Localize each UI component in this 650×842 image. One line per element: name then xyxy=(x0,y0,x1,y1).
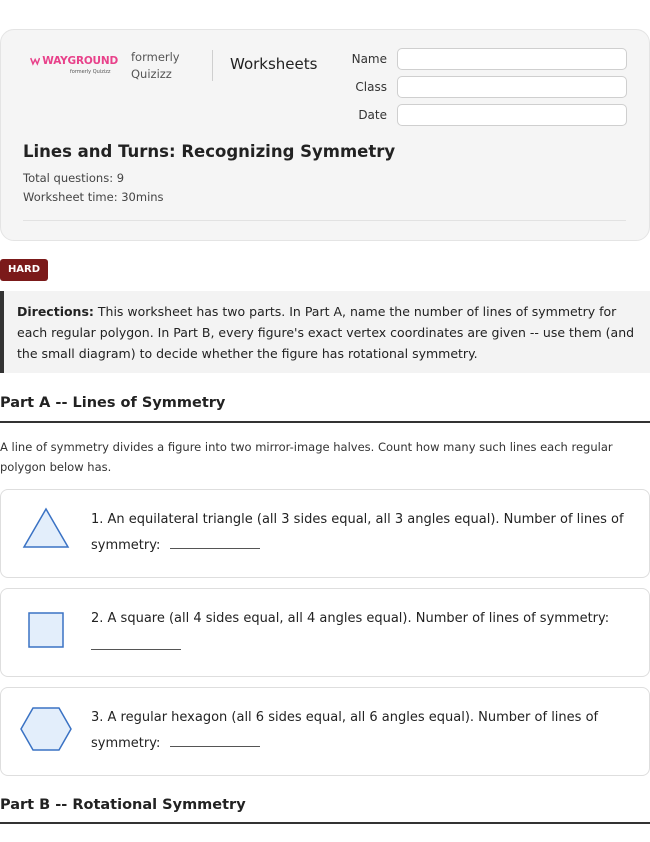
logo-subtext: formerly Quizizz xyxy=(70,69,111,75)
wayground-mark-icon xyxy=(30,56,40,66)
wayground-logo xyxy=(30,55,118,75)
name-label: Name xyxy=(351,52,387,66)
question-card-2 xyxy=(0,588,650,677)
worksheet-time: Worksheet time: 30mins xyxy=(23,190,164,204)
class-label: Class xyxy=(355,80,387,94)
question-1 xyxy=(91,507,631,559)
name-field[interactable] xyxy=(397,48,627,70)
date-label: Date xyxy=(358,108,387,122)
formerly-line-2: Quizizz xyxy=(131,67,172,81)
worksheet-title: Lines and Turns: Recognizing Symmetry xyxy=(23,142,396,161)
answer-blank-1[interactable] xyxy=(170,538,260,549)
total-questions: Total questions: 9 xyxy=(23,171,125,185)
square-icon xyxy=(27,611,65,649)
directions-text: This worksheet has two parts. In Part A, name the number of lines of symmetry for each regular polygon. In Part B, every figure's exact vertex coordinates are given -- use them (and the small diagram) to decide whether the figure has rotational symmetry. xyxy=(17,304,635,361)
question-2-text: 2. A square (all 4 sides equal, all 4 angles equal). Number of lines of symmetry: xyxy=(91,611,610,626)
hexagon-icon xyxy=(19,706,73,752)
part-a-title: Part A -- Lines of Symmetry xyxy=(0,395,226,411)
question-1-text: 1. An equilateral triangle (all 3 sides equal, all 3 angles equal). Number of lines of symmetry: xyxy=(91,512,624,553)
header-rule xyxy=(23,220,626,221)
question-card-3 xyxy=(0,687,650,776)
header-divider xyxy=(212,50,213,81)
part-b-title: Part B -- Rotational Symmetry xyxy=(0,797,246,813)
question-3-text: 3. A regular hexagon (all 6 sides equal, all 6 angles equal). Number of lines of symmetry: xyxy=(91,710,599,751)
directions-label: Directions: xyxy=(17,304,94,319)
part-a-rule xyxy=(0,421,650,423)
answer-blank-3[interactable] xyxy=(170,736,260,747)
formerly-line-1: formerly xyxy=(131,50,180,64)
part-a-intro: A line of symmetry divides a figure into two mirror-image halves. Count how many such lines each regular polygon below has. xyxy=(0,440,613,474)
class-field[interactable] xyxy=(397,76,627,98)
logo-text: WAYGROUND xyxy=(42,55,118,67)
directions-box xyxy=(0,291,650,373)
answer-blank-2[interactable] xyxy=(91,639,181,650)
worksheets-label: Worksheets xyxy=(230,55,318,73)
date-field[interactable] xyxy=(397,104,627,126)
difficulty-badge: HARD xyxy=(0,259,48,281)
question-card-1 xyxy=(0,489,650,578)
part-b-rule xyxy=(0,822,650,824)
formerly-note xyxy=(131,49,180,83)
question-2 xyxy=(91,606,636,632)
triangle-icon xyxy=(21,506,71,550)
question-3 xyxy=(91,705,631,757)
